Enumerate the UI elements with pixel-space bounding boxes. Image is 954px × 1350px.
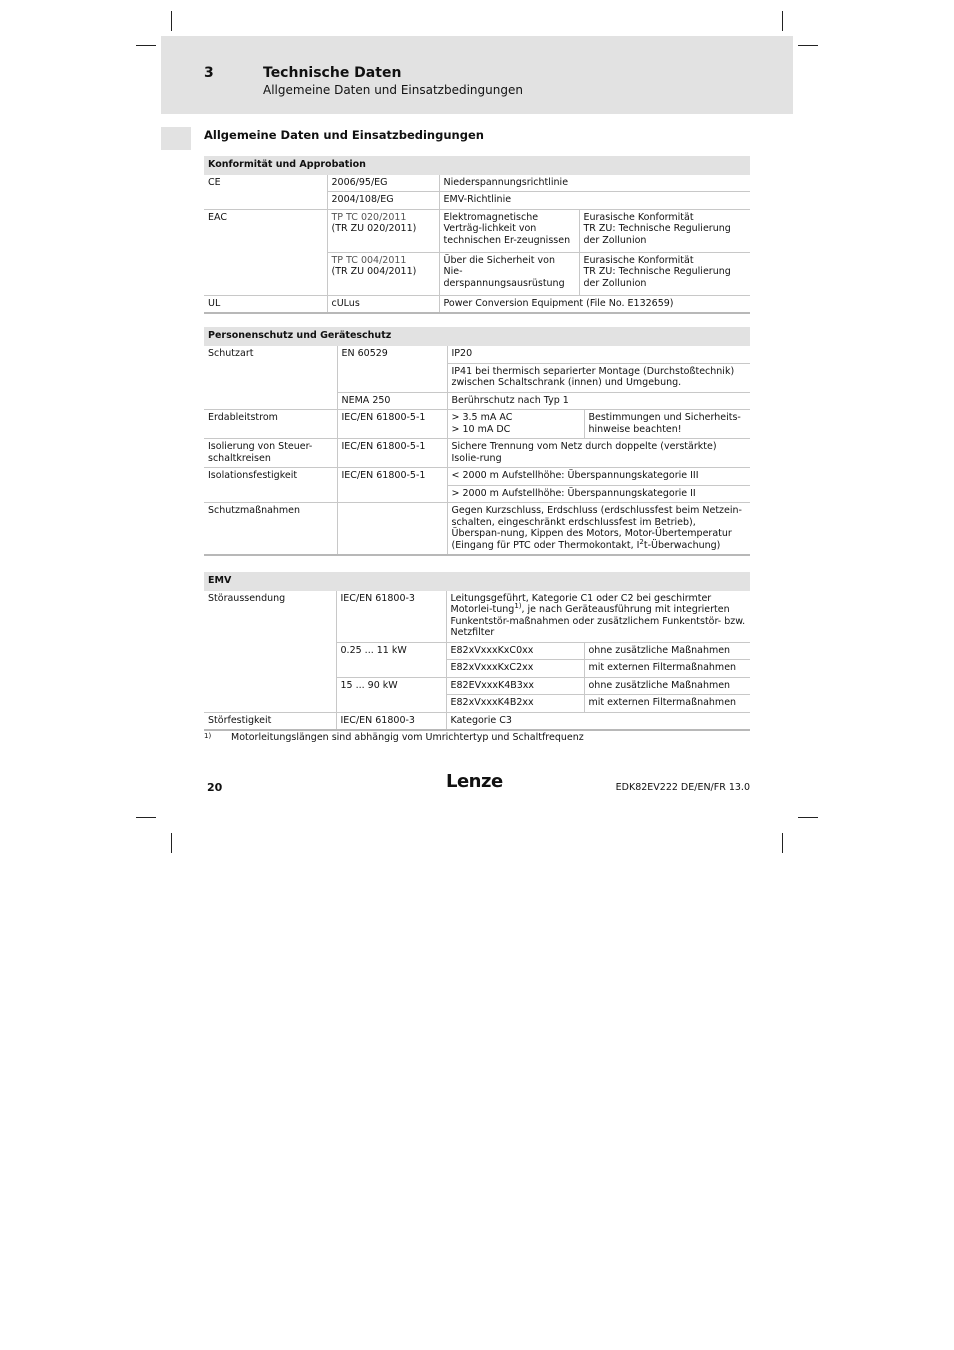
measure: mit externen Filtermaßnahmen — [584, 660, 750, 678]
cell-value: Berührschutz nach Typ 1 — [447, 392, 750, 410]
row-label: Schutzmaßnahmen — [204, 503, 337, 556]
row-label: Störfestigkeit — [204, 712, 336, 730]
crop-mark — [782, 11, 783, 31]
cell-standard: EN 60529 — [337, 346, 447, 393]
cell-value: Über die Sicherheit von Nie-derspannungsausrüstung — [439, 252, 579, 295]
page-header — [161, 36, 793, 114]
table-heading: Konformität und Approbation — [204, 156, 750, 175]
table-heading: EMV — [204, 572, 750, 591]
row-label: Schutzart — [204, 346, 337, 410]
document-id: EDK82EV222 DE/EN/FR 13.0 — [615, 782, 750, 793]
cell-value: Power Conversion Equipment (File No. E132659) — [439, 295, 750, 313]
tr-code: (TR ZU 020/2011) — [331, 223, 417, 234]
table-row — [204, 175, 750, 192]
table-row — [204, 209, 750, 252]
cell-standard: cULus — [327, 295, 439, 313]
conformity-desc: TR ZU: Technische Regulierung der Zollunion — [583, 266, 731, 289]
leakage-dc: > 10 mA DC — [451, 423, 511, 435]
crop-mark — [136, 45, 156, 46]
lenze-logo: Lenze — [446, 771, 503, 792]
table-row — [204, 295, 750, 313]
conformity-name: Eurasische Konformität — [583, 211, 694, 223]
text-part: t-Überwachung) — [643, 539, 721, 551]
table-row — [204, 410, 750, 439]
superscript: 2 — [639, 537, 644, 546]
device-type: E82xVxxxKxC0xx — [446, 642, 584, 660]
cell-value: Elektromagnetische Verträg-lichkeit von technischen Er-zeugnissen — [439, 209, 579, 252]
crop-mark — [136, 817, 156, 818]
measure: mit externen Filtermaßnahmen — [584, 695, 750, 713]
cell-standard — [337, 503, 447, 556]
cell-standard — [327, 252, 439, 295]
cell-standard: IEC/EN 61800-3 — [336, 591, 446, 643]
row-label: UL — [204, 295, 327, 313]
cell-value — [447, 503, 750, 556]
cell-value — [446, 591, 750, 643]
cell-value: > 2000 m Aufstellhöhe: Überspannungskategorie II — [447, 485, 750, 503]
chapter-title: Technische Daten — [263, 65, 402, 81]
table-heading: Personenschutz und Geräteschutz — [204, 327, 750, 346]
chapter-subtitle: Allgemeine Daten und Einsatzbedingungen — [263, 83, 523, 97]
cell-value: Sichere Trennung vom Netz durch doppelte (verstärkte) Isolie-rung — [447, 439, 750, 468]
page-number: 20 — [207, 781, 223, 794]
cell-value: Kategorie C3 — [446, 712, 750, 730]
crop-mark — [171, 11, 172, 31]
power-range: 0.25 ... 11 kW — [336, 642, 446, 677]
cell-value — [447, 410, 584, 439]
row-label: Isolierung von Steuer-schaltkreisen — [204, 439, 337, 468]
tr-code: (TR ZU 004/2011) — [331, 266, 417, 277]
table-row — [204, 712, 750, 730]
cell-standard: 2004/108/EG — [327, 192, 439, 210]
row-label: CE — [204, 175, 327, 210]
measure: ohne zusätzliche Maßnahmen — [584, 642, 750, 660]
cell-standard: IEC/EN 61800-5-1 — [337, 410, 447, 439]
crop-mark — [798, 45, 818, 46]
table-row — [204, 468, 750, 486]
cell-standard: NEMA 250 — [337, 392, 447, 410]
leakage-ac: > 3.5 mA AC — [451, 412, 513, 423]
conformity-name: Eurasische Konformität — [583, 254, 694, 266]
tp-code: TP TC 020/2011 — [331, 211, 407, 223]
emv-table — [204, 572, 750, 731]
table-row — [204, 346, 750, 364]
footnote-mark: 1) — [204, 732, 212, 740]
cell-standard: 2006/95/EG — [327, 175, 439, 192]
margin-marker — [161, 127, 191, 150]
table-heading-row — [204, 156, 750, 175]
row-label: Störaussendung — [204, 591, 336, 713]
cell-standard: IEC/EN 61800-3 — [336, 712, 446, 730]
cell-note: Bestimmungen und Sicherheits-hinweise beachten! — [584, 410, 750, 439]
device-type: E82EVxxxK4B3xx — [446, 677, 584, 695]
table-row — [204, 503, 750, 556]
protection-table — [204, 327, 750, 556]
footnote-ref: 1) — [514, 601, 522, 610]
measure: ohne zusätzliche Maßnahmen — [584, 677, 750, 695]
cell-note — [579, 252, 750, 295]
text-part: Leitungsgeführt, Kategorie C1 oder C2 bei geschirmter Motorlei-tung — [450, 592, 712, 615]
conformity-desc: TR ZU: Technische Regulierung der Zollunion — [583, 223, 731, 246]
table-heading-row — [204, 572, 750, 591]
conformity-table — [204, 156, 750, 314]
row-label: EAC — [204, 209, 327, 295]
row-label: Erdableitstrom — [204, 410, 337, 439]
table-heading-row — [204, 327, 750, 346]
cell-standard: IEC/EN 61800-5-1 — [337, 468, 447, 503]
tp-code: TP TC 004/2011 — [331, 254, 407, 266]
cell-value: EMV-Richtlinie — [439, 192, 750, 210]
device-type: E82xVxxxK4B2xx — [446, 695, 584, 713]
power-range: 15 ... 90 kW — [336, 677, 446, 712]
text-part: Gegen Kurzschluss, Erdschluss (erdschlussfest beim Netzein-schalten, eingeschränkt erdschlussfest im Betrieb), Überspan-nung, Kippen des Motors, Motor-Übertemperatur (Eingang für PTC oder Thermokontakt, I — [451, 505, 742, 551]
cell-value: IP20 — [447, 346, 750, 364]
cell-value: IP41 bei thermisch separierter Montage (Durchstoßtechnik) zwischen Schaltschrank (innen) und Umgebung. — [447, 363, 750, 392]
cell-standard: IEC/EN 61800-5-1 — [337, 439, 447, 468]
row-label: Isolationsfestigkeit — [204, 468, 337, 503]
text-part: , je nach Geräteausführung mit integrierten Funkentstör-maßnahmen oder zusätzlichem Funkentstör- bzw. Netzfilter — [450, 604, 746, 638]
section-title: Allgemeine Daten und Einsatzbedingungen — [204, 128, 484, 142]
chapter-number: 3 — [204, 65, 214, 81]
device-type: E82xVxxxKxC2xx — [446, 660, 584, 678]
cell-value: Niederspannungsrichtlinie — [439, 175, 750, 192]
crop-mark — [171, 833, 172, 853]
cell-standard — [327, 209, 439, 252]
footnote-text: Motorleitungslängen sind abhängig vom Umrichtertyp und Schaltfrequenz — [231, 732, 584, 743]
table-row — [204, 591, 750, 643]
crop-mark — [782, 833, 783, 853]
crop-mark — [798, 817, 818, 818]
cell-value: < 2000 m Aufstellhöhe: Überspannungskategorie III — [447, 468, 750, 486]
table-row — [204, 439, 750, 468]
cell-note — [579, 209, 750, 252]
